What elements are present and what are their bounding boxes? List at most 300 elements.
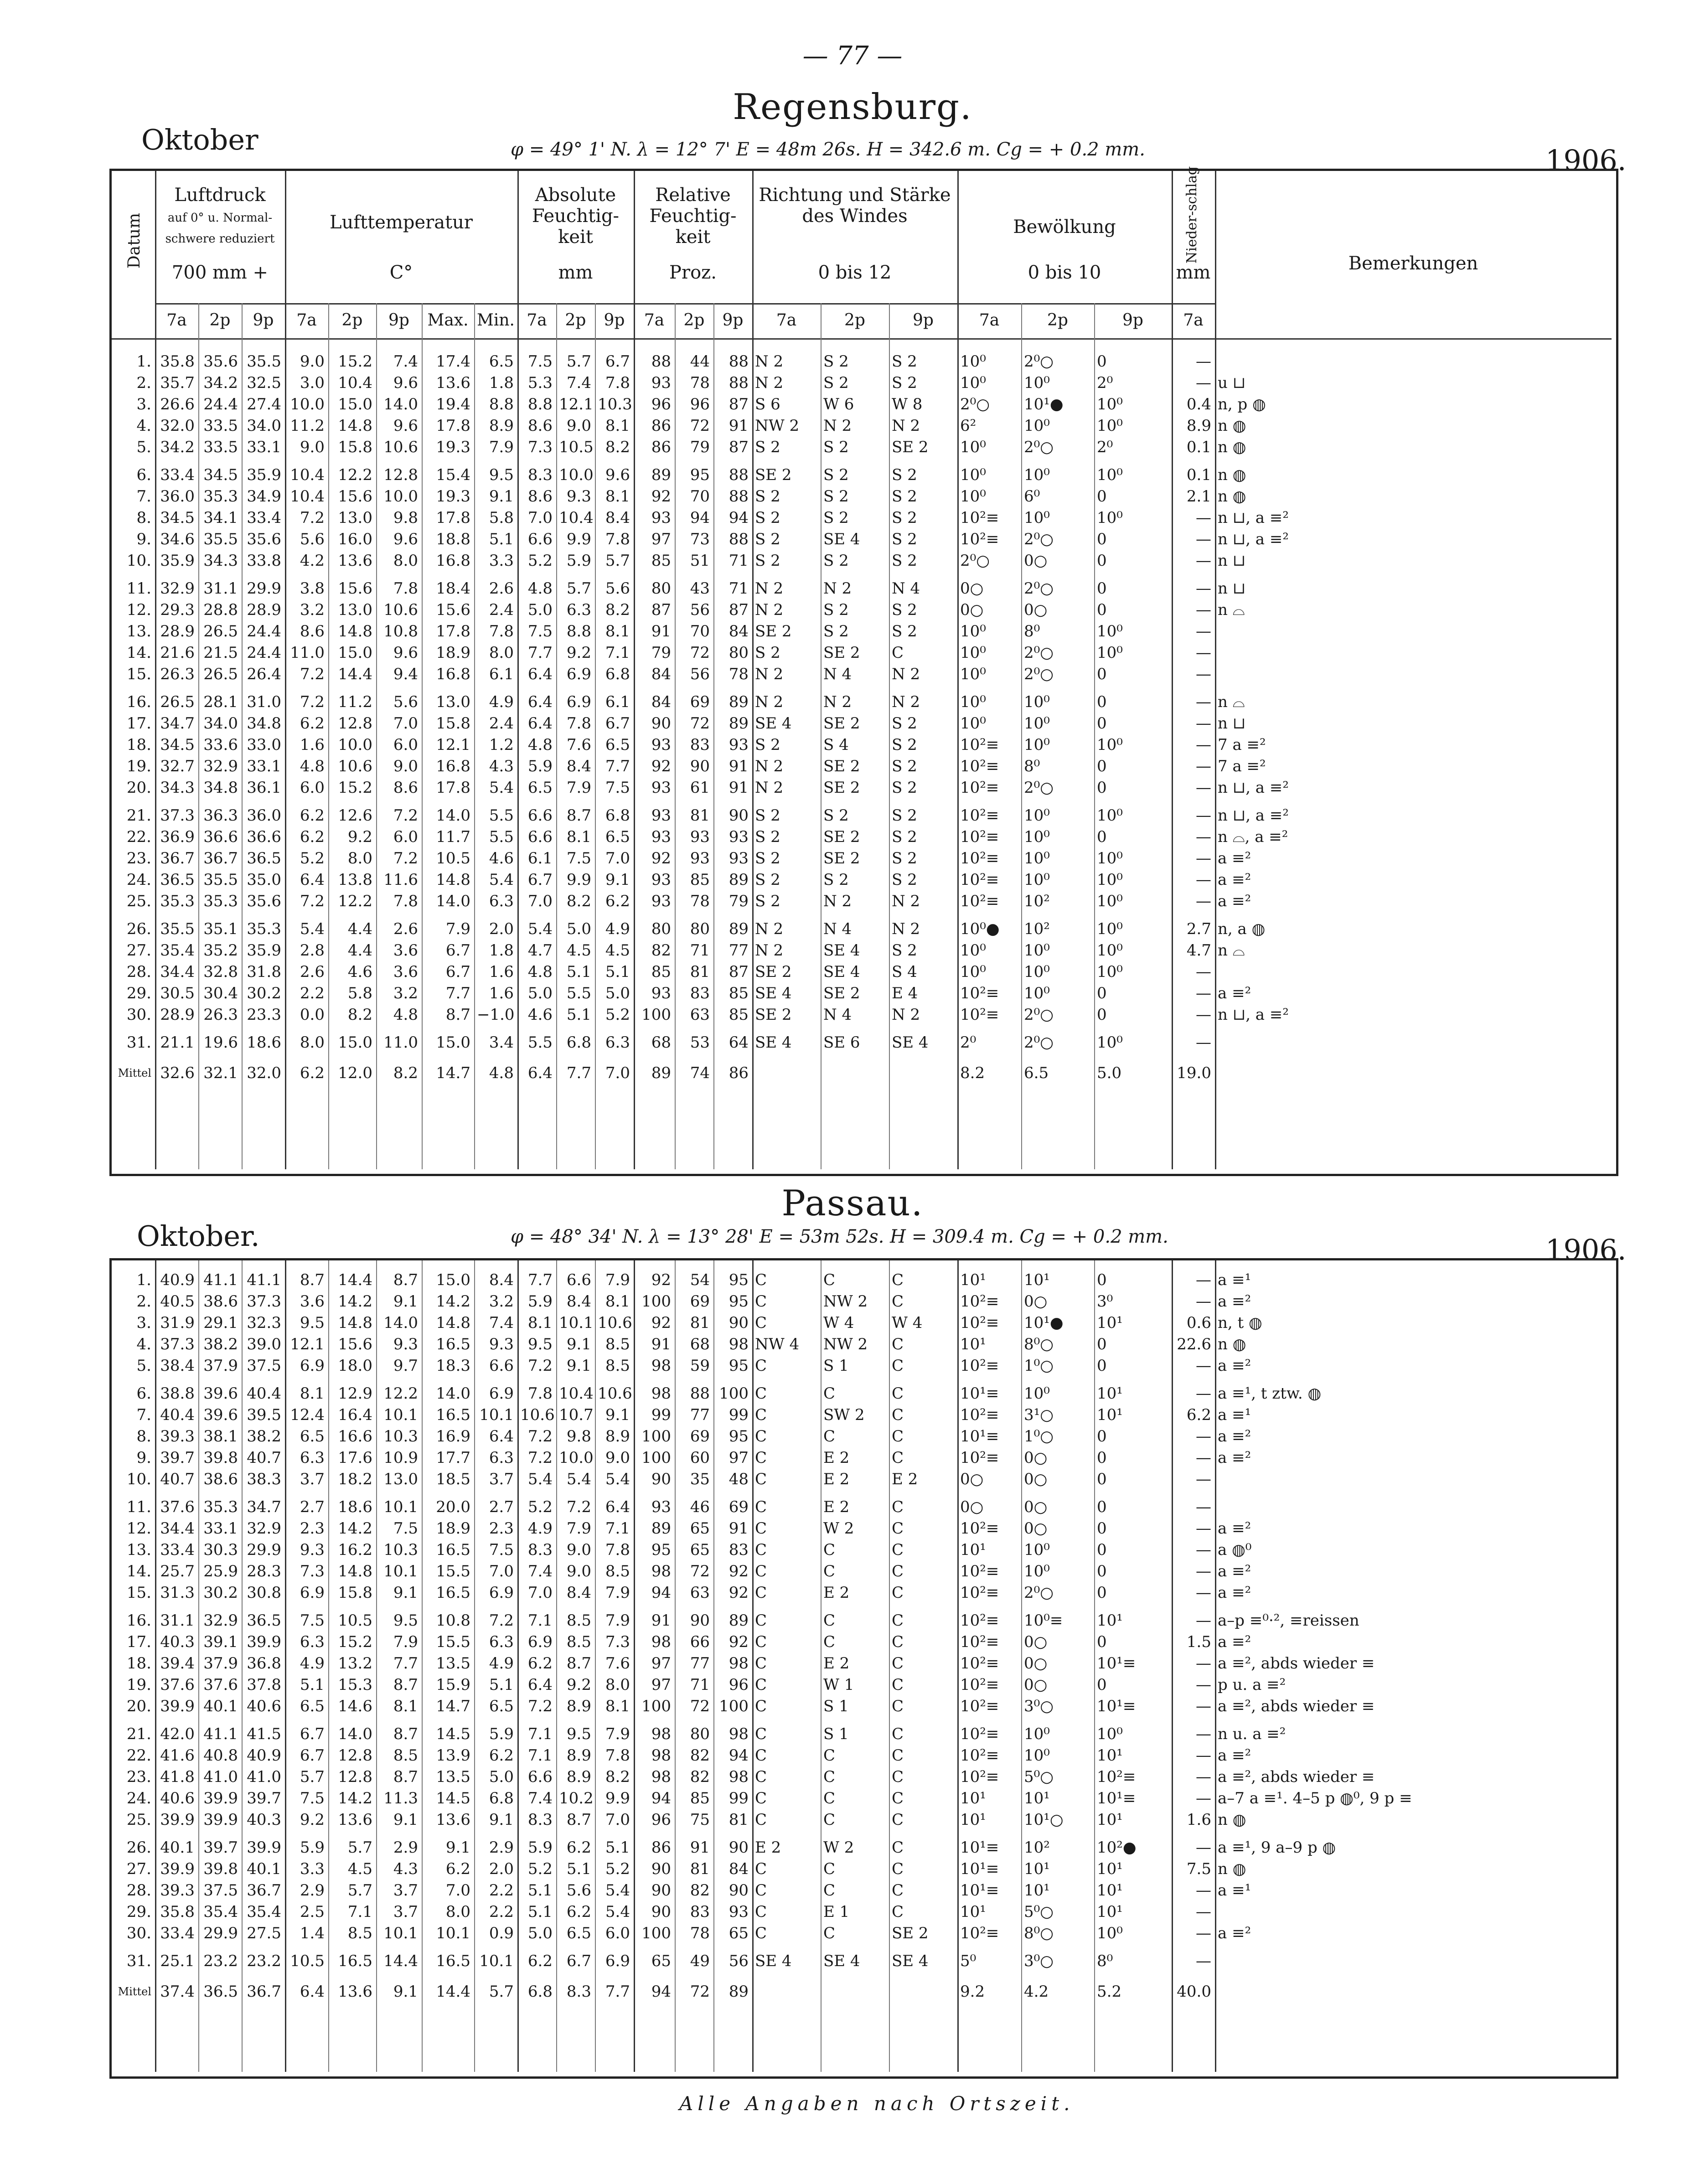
cell: 10¹● [1024,395,1064,413]
cell: 91 [728,757,749,775]
cell: 10⁰ [1097,644,1123,662]
cell: 10⁰ [960,487,986,506]
cell: 35.0 [247,871,281,889]
cell: 7.2 [300,892,325,910]
cell: 11.2 [290,417,325,435]
cell: 75 [690,1811,710,1829]
cell: 68 [690,1335,710,1353]
cell: 10.1 [559,1314,594,1332]
cell: 19.3 [436,487,470,506]
cell: 7.5 [605,779,630,797]
cell: C [755,1584,767,1602]
cell: 7.1 [527,1725,553,1743]
header-bew-unit: 0 bis 10 [1028,262,1101,283]
cell: 63 [690,1006,710,1024]
cell: 10⁰ [960,693,986,711]
cell: 18.2 [338,1470,372,1488]
cell: 5.5 [489,828,514,846]
cell: 9.2 [960,1983,985,2001]
cell: 10.1 [436,1924,470,1942]
cell: NW 2 [823,1292,868,1311]
cell: 98 [651,1562,671,1580]
cell: SE 4 [755,714,792,733]
cell: 4.3 [393,1860,418,1878]
cell: 70 [690,622,710,640]
cell: 40.5 [160,1292,195,1311]
cell: 91 [728,417,749,435]
data-row [112,1696,1612,1717]
cell: 14.0 [436,806,470,825]
data-row [112,1859,1612,1880]
cell: 91 [690,1838,710,1857]
cell: — [1196,1676,1211,1694]
cell: 16.5 [436,1541,470,1559]
cell: 10²≡ [960,1746,999,1765]
data-row [112,1632,1612,1653]
cell: 27. [126,941,151,960]
data-row [112,599,1612,621]
header-temp-unit: C° [389,262,413,283]
cell: 10²≡ [960,828,999,846]
cell: C [823,1541,836,1559]
data-row [112,1447,1612,1469]
cell: 12.9 [338,1384,372,1403]
cell: C [892,1697,904,1715]
cell: 9.1 [489,1811,514,1829]
cell: C [755,1903,767,1921]
cell: 5.2 [605,1860,630,1878]
cell: 86 [651,417,671,435]
cell: 10²≡ [960,1654,999,1673]
cell: 6.7 [605,714,630,733]
cell: C [755,1811,767,1829]
cell: 30.4 [203,984,238,1002]
cell: 10⁰ [1024,941,1050,960]
cell: 4.6 [527,1006,553,1024]
cell: 2.7 [300,1498,325,1516]
cell: 9.1 [566,1335,591,1353]
cell: 91 [728,779,749,797]
cell: a ≡¹ [1218,1271,1251,1289]
cell: — [1196,714,1211,733]
cell: 14.4 [338,665,372,683]
cell: SE 2 [823,644,860,662]
cell: — [1196,1271,1211,1289]
cell: 31. [126,1952,151,1970]
cell: 5.1 [489,1676,514,1694]
cell: SE 2 [755,466,792,484]
cell: 8.1 [605,487,630,506]
cell: 10⁰ [960,352,986,371]
cell: N 2 [823,417,852,435]
cell: SE 2 [823,779,860,797]
data-row [112,961,1612,983]
cell: 98 [651,1725,671,1743]
cell: 95 [728,1271,749,1289]
cell: 98 [728,1725,749,1743]
cell: 38.2 [203,1335,238,1353]
cell: — [1196,1903,1211,1921]
cell: 6.6 [527,1768,553,1786]
cell: 25.1 [160,1952,195,1970]
cell: 6.8 [489,1789,514,1807]
cell: 38.1 [203,1427,238,1446]
cell: 93 [728,849,749,867]
cell: S 2 [823,601,849,619]
cell: C [755,1562,767,1580]
cell: 95 [651,1541,671,1559]
cell: 73 [690,530,710,548]
cell: 8.4 [566,757,591,775]
cell: 37.5 [247,1357,281,1375]
cell: 34.8 [247,714,281,733]
cell: 9.0 [566,1541,591,1559]
cell: 7.7 [605,1983,630,2001]
cell: 5.0 [527,1924,553,1942]
cell: 34.1 [203,509,238,527]
cell: 94 [728,509,749,527]
cell: 9.3 [489,1335,514,1353]
cell: 92 [651,757,671,775]
cell: 10.1 [383,1498,418,1516]
cell: 93 [651,374,671,392]
cell: 10⁰ [1097,466,1123,484]
cell: 16.8 [436,552,470,570]
cell: 10⁰ [960,963,986,981]
data-row [112,1497,1612,1518]
cell: 2⁰○ [1024,1033,1054,1052]
cell: 10¹ [1097,1903,1123,1921]
cell: 8.2 [347,1006,372,1024]
cell: C [892,1271,904,1289]
cell: 9.0 [393,757,418,775]
cell: 20.0 [436,1498,470,1516]
cell: C [755,1314,767,1332]
cell: 0○ [1024,1498,1048,1516]
cell: 10²≡ [960,1292,999,1311]
cell: 4.8 [300,757,325,775]
cell: 5. [136,1357,151,1375]
cell: 0.1 [1186,466,1211,484]
cell: 6.7 [300,1746,325,1765]
cell: 10¹ [1097,1746,1123,1765]
cell: 34.6 [160,530,195,548]
cell: 35.3 [160,892,195,910]
cell: 5.4 [527,920,553,938]
cell: 28. [126,963,151,981]
cell: 18.4 [436,579,470,598]
cell: C [892,1903,904,1921]
cell: 9.3 [393,1335,418,1353]
cell: 7.9 [605,1611,630,1630]
cell: 9.5 [489,466,514,484]
cell: 14.0 [383,395,418,413]
cell: 10¹≡ [1097,1789,1136,1807]
subheader-5: 9p [388,311,409,330]
cell: 34.0 [203,714,238,733]
cell: 2⁰○ [960,552,990,570]
cell: 39.9 [160,1697,195,1715]
data-row [112,1270,1612,1291]
cell: S 2 [755,552,780,570]
cell: C [755,1924,767,1942]
cell: 15.8 [436,714,470,733]
cell: n u. a ≡² [1218,1725,1286,1743]
cell: a ≡² [1218,1746,1251,1765]
cell: 93 [651,736,671,754]
year-passau: 1906. [1545,1233,1627,1266]
cell: — [1196,622,1211,640]
cell: a ◍⁰ [1218,1541,1252,1559]
cell: 6.0 [393,736,418,754]
cell: 10.4 [338,374,372,392]
cell: S 2 [892,871,917,889]
cell: 7.7 [527,644,553,662]
cell: 90 [651,1470,671,1488]
cell: 0 [1097,1449,1107,1467]
cell: 51 [690,552,710,570]
cell: 39.5 [247,1406,281,1424]
cell: 10⁰≡ [1024,1611,1063,1630]
cell: 9.2 [566,1676,591,1694]
cell: 40.1 [160,1838,195,1857]
cell: 0 [1097,579,1107,598]
cell: 15.0 [436,1033,470,1052]
data-row [112,578,1612,599]
cell: 61 [690,779,710,797]
cell: SE 2 [892,1924,929,1942]
cell: 5⁰○ [1024,1903,1054,1921]
cell: 1.8 [489,941,514,960]
cell: 78 [690,374,710,392]
cell: 65 [690,1519,710,1538]
cell: 10.8 [436,1611,470,1630]
cell: S 1 [823,1725,849,1743]
cell: 5.4 [527,1470,553,1488]
cell: N 2 [755,352,784,371]
cell: 5.1 [527,1881,553,1900]
cell: 10.3 [598,395,632,413]
cell: 39.1 [203,1633,238,1651]
cell: 5.2 [527,552,553,570]
cell: SE 2 [823,849,860,867]
cell: 100 [641,1924,671,1942]
data-row [112,869,1612,891]
cell: 8.1 [566,828,591,846]
cell: 39.9 [203,1789,238,1807]
cell: 26.6 [160,395,195,413]
cell: C [755,1449,767,1467]
cell: 7.0 [605,1064,630,1082]
data-row [112,1724,1612,1745]
cell: 9.6 [393,530,418,548]
cell: 31.0 [247,693,281,711]
cell: 7.8 [605,374,630,392]
cell: 14.8 [436,1314,470,1332]
cell: 7.8 [605,1541,630,1559]
cell: 33.4 [160,466,195,484]
cell: 10⁰ [1097,892,1123,910]
cell: 7.0 [489,1562,514,1580]
cell: — [1196,1952,1211,1970]
cell: 9.8 [566,1427,591,1446]
cell: 80 [651,579,671,598]
cell: 72 [690,644,710,662]
cell: 8.9 [566,1768,591,1786]
cell: a–7 a ≡¹. 4–5 p ◍⁰, 9 p ≡ [1218,1789,1412,1807]
cell: 35.9 [160,552,195,570]
cell: 10¹● [1024,1314,1064,1332]
cell: 5⁰○ [1024,1768,1054,1786]
cell: 11.2 [338,693,372,711]
cell: 71 [690,941,710,960]
cell: 85 [651,552,671,570]
cell: S 2 [755,849,780,867]
subheader-17: 7a [979,311,1000,330]
cell: 10.0 [290,395,325,413]
cell: 1⁰○ [1024,1357,1054,1375]
cell: n ⊔, a ≡² [1218,779,1289,797]
cell: 10⁰ [1097,963,1123,981]
cell: 9.9 [605,1789,630,1807]
cell: 34.5 [160,736,195,754]
cell: — [1196,1519,1211,1538]
cell: — [1196,1562,1211,1580]
cell: 37.3 [160,1335,195,1353]
cell: 19.3 [436,438,470,456]
cell: SE 4 [823,963,860,981]
cell: 33.5 [203,438,238,456]
data-row [112,692,1612,713]
cell: −1.0 [477,1006,515,1024]
cell: 10⁰ [1024,1746,1050,1765]
cell: 92 [728,1584,749,1602]
cell: S 2 [892,714,917,733]
cell: 8.5 [566,1611,591,1630]
cell: 8.4 [566,1292,591,1311]
cell: 13. [126,622,151,640]
cell: — [1196,1357,1211,1375]
cell: 95 [728,1292,749,1311]
cell: 31.1 [203,579,238,598]
cell: 66 [690,1633,710,1651]
cell: 4.7 [1186,941,1211,960]
cell: 6.6 [527,806,553,825]
subheader-10: 9p [604,311,625,330]
cell: 98 [651,1384,671,1403]
cell: 14.5 [436,1789,470,1807]
cell: 4.3 [489,757,514,775]
cell: 93 [651,806,671,825]
cell: 16.8 [436,665,470,683]
cell: 95 [690,466,710,484]
cell: 0 [1097,1676,1107,1694]
cell: n, p ◍ [1218,395,1266,413]
cell: 6.2 [1186,1406,1211,1424]
cell: 36.5 [247,1611,281,1630]
cell: a ≡² [1218,849,1251,867]
cell: 3¹○ [1024,1406,1054,1424]
cell: 37.4 [160,1983,195,2001]
cell: W 4 [892,1314,923,1332]
cell: 26.3 [160,665,195,683]
cell: 90 [651,1860,671,1878]
cell: S 2 [892,622,917,640]
cell: n ⌓, a ≡² [1218,828,1288,846]
cell: 36.9 [160,828,195,846]
data-row [112,1404,1612,1426]
cell: 5.9 [566,552,591,570]
cell: 96 [651,1811,671,1829]
cell: 8⁰ [1024,757,1040,775]
cell: 32.7 [160,757,195,775]
cell: — [1196,352,1211,371]
cell: 35.3 [203,1498,238,1516]
cell: 30. [126,1006,151,1024]
cell: 29. [126,984,151,1002]
cell: 5.0 [527,984,553,1002]
cell: N 4 [823,1006,852,1024]
cell: 7.0 [445,1881,470,1900]
cell: — [1196,1033,1211,1052]
cell: 15.4 [436,466,470,484]
cell: a ≡² [1218,892,1251,910]
cell: 90 [728,1881,749,1900]
cell: S 2 [892,374,917,392]
cell: C [755,1725,767,1743]
cell: 9.2 [566,644,591,662]
cell: 8.5 [347,1924,372,1942]
cell: E 2 [823,1449,850,1467]
cell: 7.9 [605,1725,630,1743]
cell: S 1 [823,1697,849,1715]
cell: 35.6 [247,530,281,548]
subheader-13: 9p [722,311,744,330]
cell: 10² [1024,920,1050,938]
cell: 35.3 [203,487,238,506]
cell: n ◍ [1218,1811,1246,1829]
cell: C [892,1611,904,1630]
subheader-7: Min. [476,311,515,330]
cell: 6.9 [300,1584,325,1602]
cell: — [1196,1789,1211,1807]
cell: 37.5 [203,1881,238,1900]
cell: — [1196,984,1211,1002]
cell: N 2 [892,1006,920,1024]
subheader-9: 2p [565,311,586,330]
cell: 2.7 [489,1498,514,1516]
cell: S 2 [755,828,780,846]
data-row [112,372,1612,394]
cell: 5.2 [1097,1983,1122,2001]
cell: N 2 [755,757,784,775]
cell: 10²≡ [960,1768,999,1786]
cell: 84 [651,693,671,711]
cell: SW 2 [823,1406,865,1424]
cell: 6.8 [527,1983,553,2001]
cell: 10⁰ [1097,509,1123,527]
header-luftdruck-sub: auf 0° u. Normal-schwere reduziert [165,211,275,246]
cell: 10⁰ [1024,1541,1050,1559]
cell: 17.7 [436,1449,470,1467]
cell: 24.4 [247,644,281,662]
cell: 6.0 [393,828,418,846]
cell: S 2 [755,487,780,506]
cell: 12.1 [559,395,594,413]
cell: 35.8 [160,1903,195,1921]
data-row [112,621,1612,642]
cell: 84 [728,1860,749,1878]
